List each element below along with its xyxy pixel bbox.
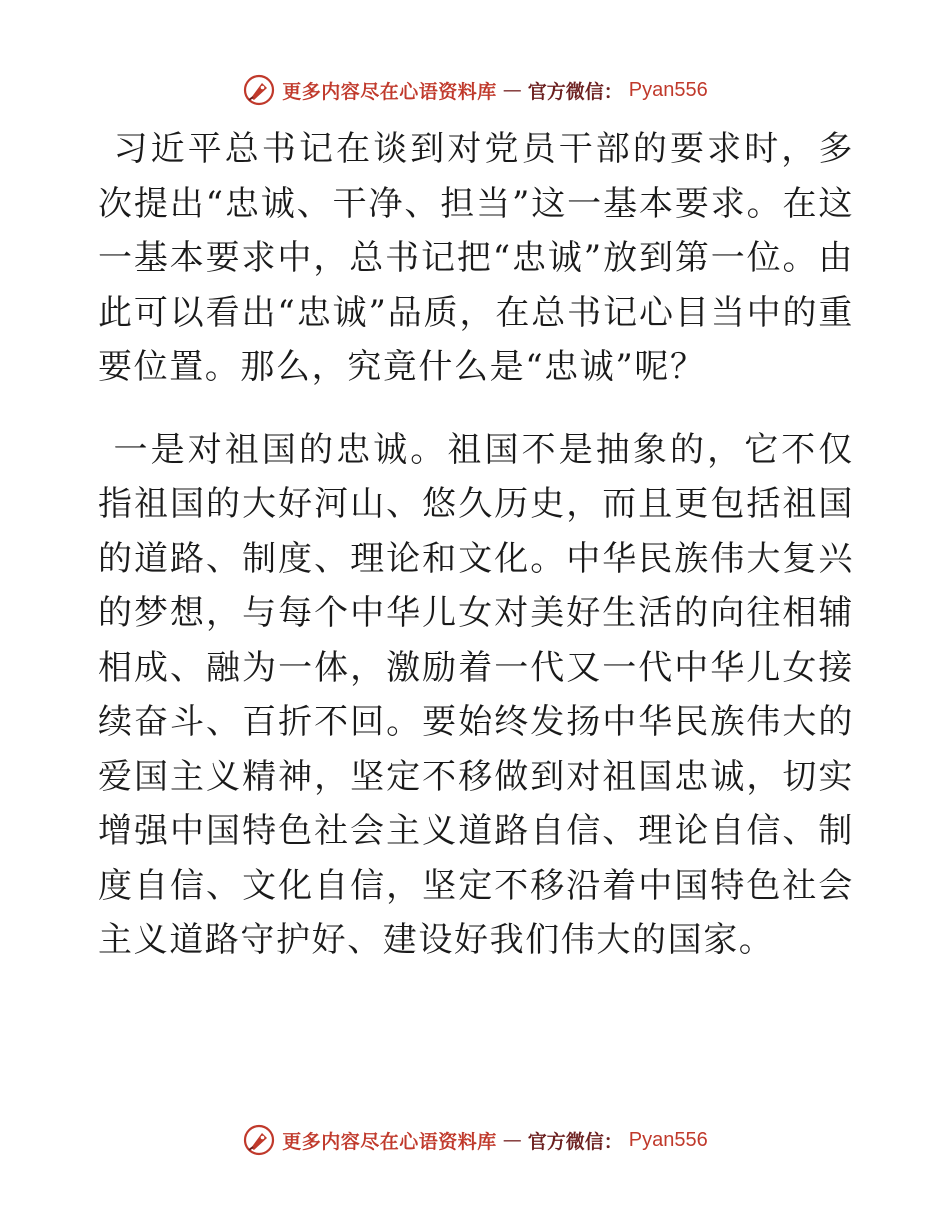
banner-wechat-id: Pyan556 <box>628 78 708 101</box>
banner-wechat-id: Pyan556 <box>628 1128 708 1151</box>
document-body <box>98 122 854 968</box>
pen-nib-logo-icon <box>242 1123 276 1157</box>
paragraph-text: 习近平总书记在谈到对党员干部的要求时，多次提出“忠诚、干净、担当”这一基本要求。在这一基本要求中，总书记把“忠诚”放到第一位。由此可以看出“忠诚”品质，在总书记心目当中的重要位置。那么，究竟什么是“忠诚”呢？ <box>98 129 854 387</box>
paragraph-text: 一是对祖国的忠诚。祖国不是抽象的，它不仅指祖国的大好河山、悠久历史，而且更包括祖国的道路、制度、理论和文化。中华民族伟大复兴的梦想，与每个中华儿女对美好生活的向往相辅相成、融为一体，激励着一代又一代中华儿女接续奋斗、百折不回。要始终发扬中华民族伟大的爱国主义精神，坚定不移做到对祖国忠诚，切实增强中国特色社会主义道路自信、理论自信、制度自信、文化自信，坚定不移沿着中国特色社会主义道路守护好、建设好我们伟大的国家。 <box>98 429 854 960</box>
paragraph-loyalty-to-motherland <box>98 423 854 968</box>
header-watermark-banner <box>0 70 950 110</box>
paragraph-intro <box>98 122 854 395</box>
pen-nib-logo-icon <box>242 73 276 107</box>
banner-separator: — <box>502 1129 522 1151</box>
footer-watermark-banner <box>0 1120 950 1160</box>
banner-wechat-label: 官方微信： <box>527 1130 623 1153</box>
banner-main-text: 更多内容尽在心语资料库 <box>282 1130 497 1153</box>
banner-wechat-label: 官方微信： <box>527 80 623 103</box>
banner-separator: — <box>502 79 522 101</box>
banner-main-text: 更多内容尽在心语资料库 <box>282 80 497 103</box>
